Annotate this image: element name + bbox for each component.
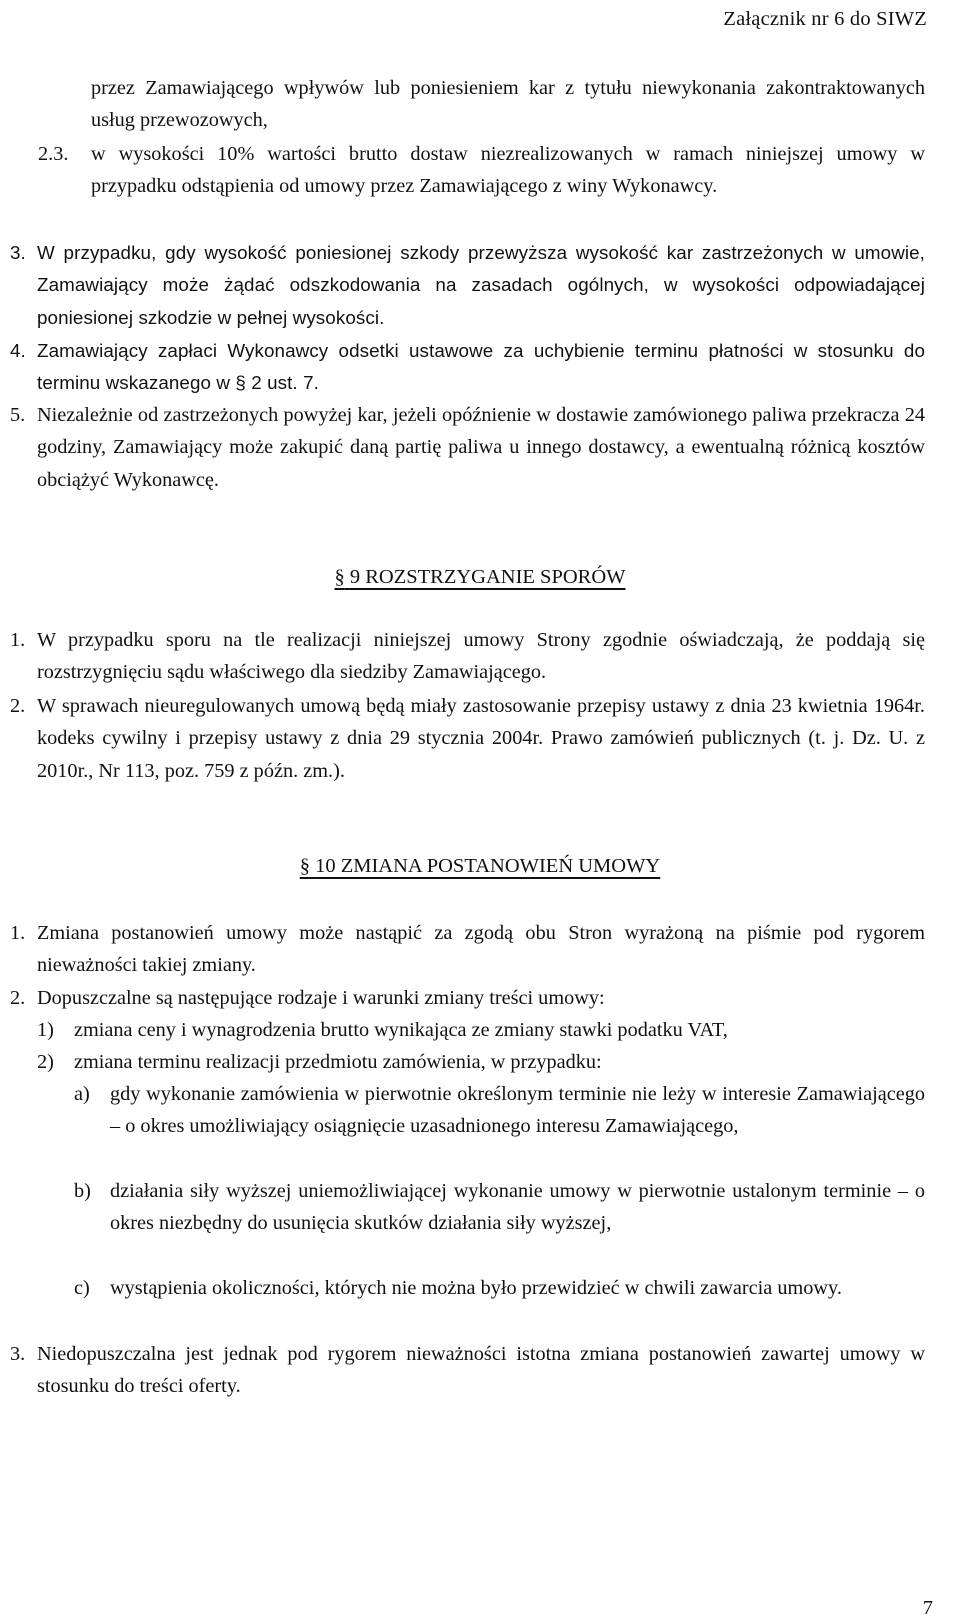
- item-number: 2): [37, 1051, 54, 1073]
- paragraph-text: W przypadku, gdy wysokość poniesionej szkody przewyższa wysokość kar zastrzeżonych w umowie, Zamawiający może żądać odszkodowania na zasadach ogólnych, w wysokości odpowiadającej poniesionej szkodzie w pełnej wysokości.: [37, 242, 925, 328]
- attachment-label: Załącznik nr 6 do SIWZ: [723, 8, 927, 30]
- paragraph-text: zmiana ceny i wynagrodzenia brutto wynikająca ze zmiany stawki podatku VAT,: [74, 1019, 728, 1041]
- item-number: 1): [37, 1019, 54, 1041]
- paragraph-text: Niedopuszczalna jest jednak pod rygorem nieważności istotna zmiana postanowień zawartej umowy w stosunku do treści oferty.: [37, 1343, 925, 1398]
- item-number: 2.: [10, 695, 26, 717]
- paragraph-sign: §: [334, 566, 345, 588]
- item-number: b): [74, 1180, 91, 1202]
- paragraph-text: Dopuszczalne są następujące rodzaje i warunki zmiany treści umowy:: [37, 987, 605, 1009]
- item-number: 1.: [10, 922, 26, 944]
- paragraph-sign: §: [299, 855, 310, 877]
- section-heading-9: [0, 561, 960, 593]
- paragraph-text: Niezależnie od zastrzeżonych powyżej kar, jeżeli opóźnienie w dostawie zamówionego paliwa przekracza 24 godziny, Zamawiający może zakupić daną partię paliwa u innego dostawcy, a ewentualną różnicą kosztów obciążyć Wykonawcę.: [37, 404, 925, 491]
- paragraph-text: W przypadku sporu na tle realizacji niniejszej umowy Strony zgodnie oświadczają, że poddają się rozstrzygnięciu sądu właściwego dla siedziby Zamawiającego.: [37, 629, 925, 684]
- paragraph-text: w wysokości 10% wartości brutto dostaw niezrealizowanych w ramach niniejszej umowy w przypadku odstąpienia od umowy przez Zamawiającego z winy Wykonawcy.: [91, 143, 925, 198]
- paragraph-text: działania siły wyższej uniemożliwiającej wykonanie umowy w pierwotnie ustalonym terminie – o okres niezbędny do usunięcia skutków działania siły wyższej,: [110, 1180, 925, 1235]
- paragraph-text: W sprawach nieuregulowanych umową będą miały zastosowanie przepisy ustawy z dnia 23 kwietnia 1964r. kodeks cywilny i przepisy ustawy z dnia 29 stycznia 2004r. Prawo zamówień publicznych (t. j. Dz. U. z 2010r., Nr 113, poz. 759 z późn. zm.).: [37, 695, 925, 782]
- item-number: 3.: [10, 1343, 26, 1365]
- item-number: 4.: [10, 340, 26, 361]
- paragraph-text: Zmiana postanowień umowy może nastąpić za zgodą obu Stron wyrażoną na piśmie pod rygorem nieważności takiej zmiany.: [37, 922, 925, 977]
- paragraph-text: wystąpienia okoliczności, których nie można było przewidzieć w chwili zawarcia umowy.: [110, 1277, 842, 1299]
- item-number: 3.: [10, 242, 26, 263]
- section-heading-10: [0, 850, 960, 882]
- item-number: 5.: [10, 404, 26, 426]
- page-header: [0, 0, 960, 40]
- item-number: a): [74, 1083, 90, 1105]
- item-number: 2.3.: [38, 143, 69, 165]
- heading-text: 9 ROZSTRZYGANIE SPORÓW: [349, 566, 626, 588]
- paragraph-text: zmiana terminu realizacji przedmiotu zamówienia, w przypadku:: [74, 1051, 602, 1073]
- paragraph-text: Zamawiający zapłaci Wykonawcy odsetki ustawowe za uchybienie terminu płatności w stosunku do terminu wskazanego w § 2 ust. 7.: [37, 340, 925, 394]
- item-number: c): [74, 1277, 90, 1299]
- item-number: 1.: [10, 629, 26, 651]
- item-number: 2.: [10, 987, 26, 1009]
- page-number: 7: [922, 1597, 933, 1619]
- heading-text: 10 ZMIANA POSTANOWIEŃ UMOWY: [315, 855, 661, 877]
- paragraph-text: przez Zamawiającego wpływów lub poniesieniem kar z tytułu niewykonania zakontraktowanych usług przewozowych,: [91, 77, 925, 132]
- paragraph-text: gdy wykonanie zamówienia w pierwotnie określonym terminie nie leży w interesie Zamawiającego – o okres umożliwiający osiągnięcie uzasadnionego interesu Zamawiającego,: [110, 1083, 925, 1138]
